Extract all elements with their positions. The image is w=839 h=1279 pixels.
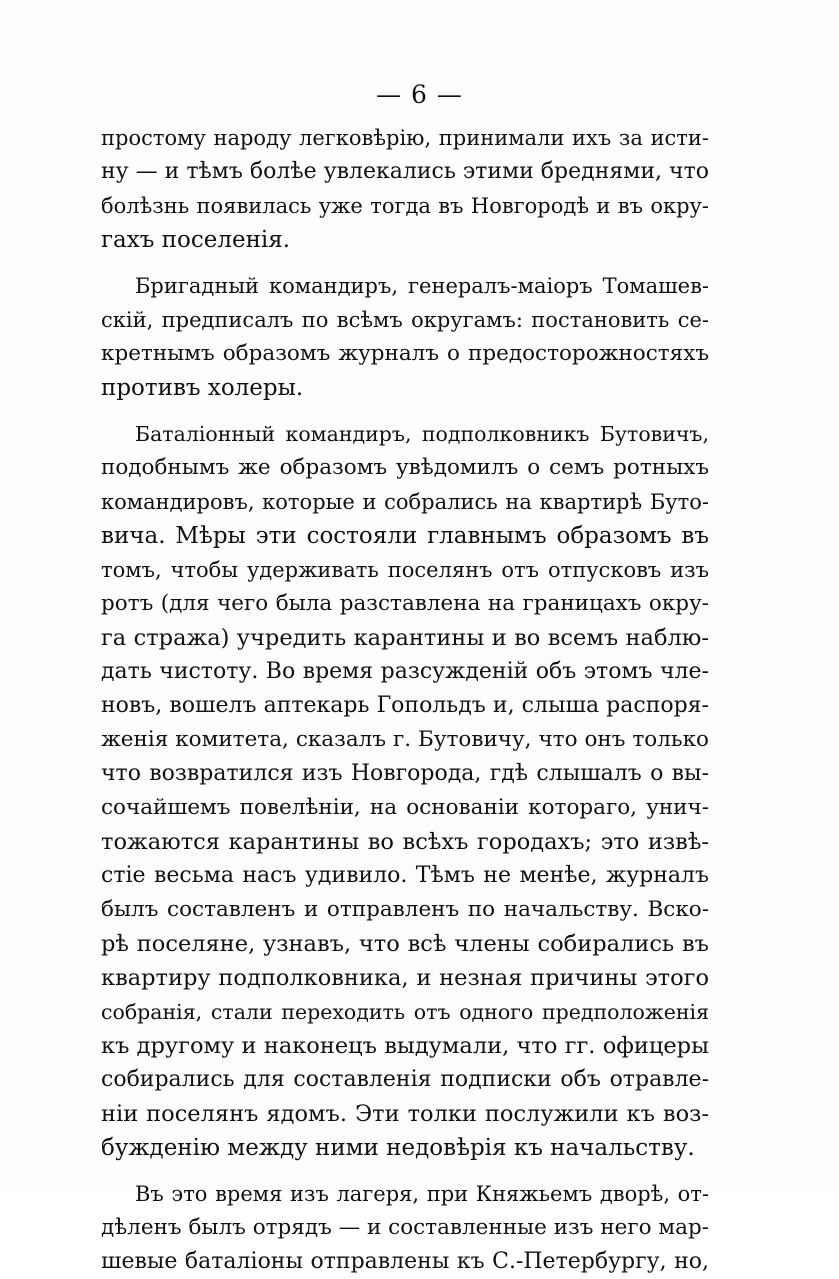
text-line: вича. Мѣры эти состояли главнымъ образомъ въ [101, 523, 709, 549]
paragraph [101, 121, 709, 257]
text-line: новъ, вошелъ аптекарь Гопольдъ и, слыша распоря- [101, 693, 709, 718]
text-line: ну — и тѣмъ болѣе увлекались этими бреднями, что [101, 159, 709, 184]
text-line: былъ составленъ и отправленъ по начальству. Вско- [101, 897, 709, 922]
text-line: бужденію между ними недовѣрія къ начальству. [101, 1135, 695, 1161]
text-line: Баталіонный командиръ, подполковникъ Бутовичъ, [135, 422, 709, 446]
text-line: квартиру подполковника, и незная причины этого [101, 965, 709, 991]
text-line: шевые баталіоны отправлены къ С.-Петербургу, но, [101, 1249, 709, 1274]
text-line: дѣленъ былъ отрядъ — и составленные изъ него мар- [101, 1215, 709, 1240]
text-line: что возвратился изъ Новгорода, гдѣ слышалъ о вы- [101, 761, 709, 786]
text-line: собранія, стали переходить отъ одного предположенія [101, 1000, 709, 1024]
text-line: противъ холеры. [101, 375, 304, 401]
text-line: ніи поселянъ ядомъ. Эти толки послужили къ воз- [101, 1101, 709, 1127]
text-line: кретнымъ образомъ журналъ о предосторожностяхъ [101, 341, 709, 366]
text-line: Бригадный командиръ, генералъ-маіоръ Томашев- [135, 274, 709, 298]
text-line: простому народу легковѣрію, принимали ихъ за исти- [101, 126, 709, 150]
text-line: стіе весьма насъ удивило. Тѣмъ не менѣе, журналъ [101, 863, 709, 888]
text-line: рѣ поселяне, узнавъ, что всѣ члены собирались въ [101, 931, 709, 957]
text-line: къ другому и наконецъ выдумали, что гг. офицеры [101, 1033, 709, 1059]
paragraph [101, 417, 709, 1165]
text-line: командировъ, которые и собрались на квартирѣ Буто- [101, 490, 709, 514]
text-line: тожаются карантины во всѣхъ городахъ; это извѣ- [101, 829, 709, 855]
text-line: га стража) учредить карантины и во всемъ наблю- [101, 625, 709, 651]
text-line: Въ это время изъ лагеря, при Княжьемъ дворѣ, от- [135, 1182, 709, 1206]
text-line: женія комитета, сказалъ г. Бутовичу, что онъ только [101, 727, 709, 752]
text-line: гахъ поселенія. [101, 227, 291, 253]
text-line: собирались для составленія подписки объ отравле- [101, 1067, 709, 1092]
paragraph [101, 1177, 709, 1279]
text-line: сочайшемъ повелѣніи, на основаніи котораго, унич- [101, 795, 709, 820]
text-line: болѣзнь появилась уже тогда въ Новгородѣ и въ окру- [101, 194, 709, 218]
text-line: скій, предписалъ по всѣмъ округамъ: постановить се- [101, 308, 709, 332]
body-text [101, 121, 709, 1279]
text-line: дать чистоту. Во время разсужденій объ этомъ чле- [101, 659, 709, 684]
text-line: томъ, чтобы удерживать поселянъ отъ отпусковъ изъ [101, 558, 709, 582]
paragraph [101, 269, 709, 405]
text-line: подобнымъ же образомъ увѣдомилъ о семъ ротныхъ [101, 455, 709, 480]
text-line: ротъ (для чего была разставлена на границахъ окру- [101, 591, 709, 616]
page-number: — 6 — [376, 80, 463, 109]
